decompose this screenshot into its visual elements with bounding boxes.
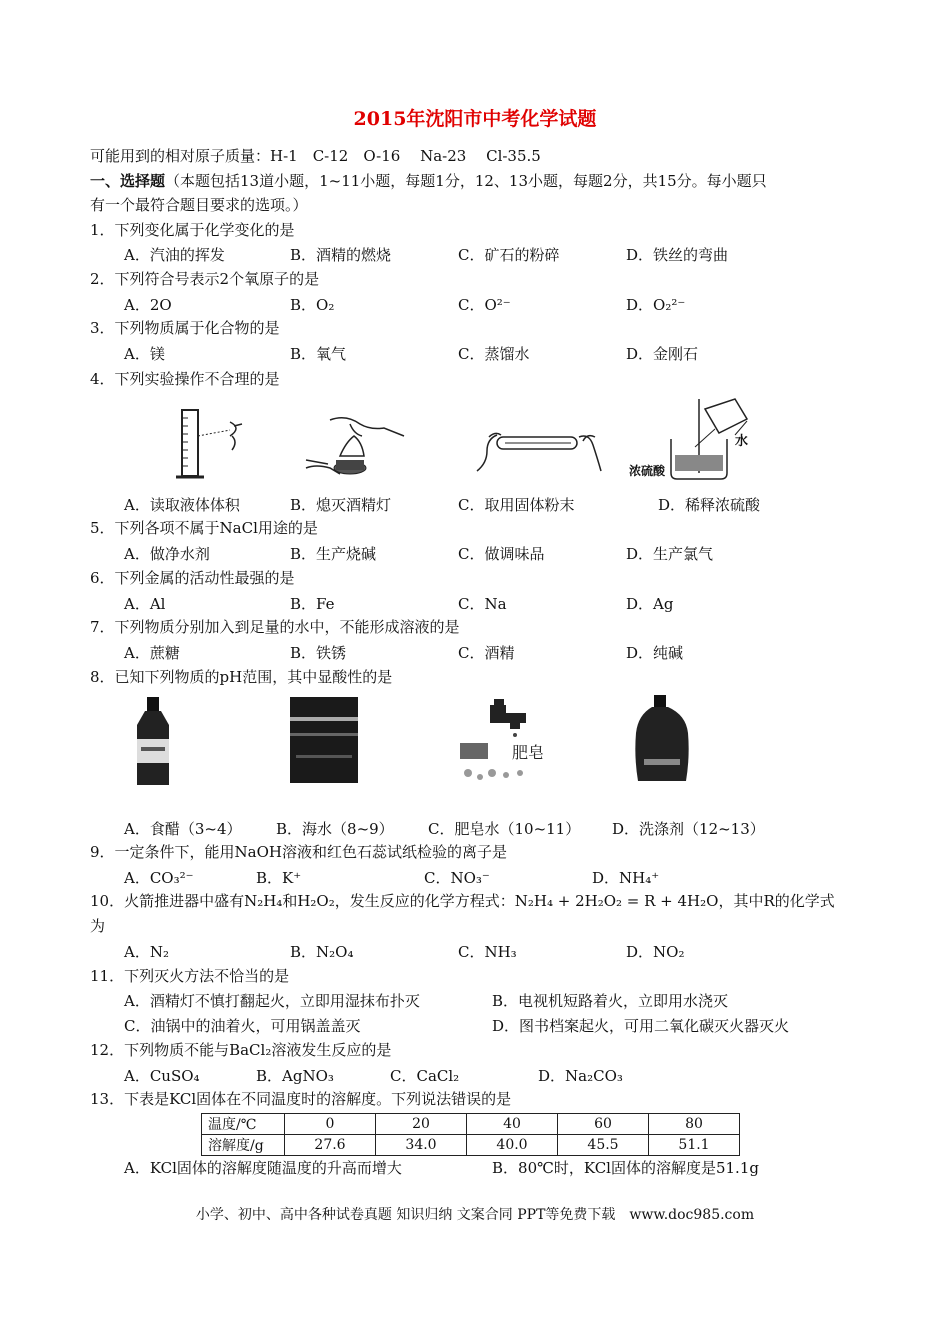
q10-option-d: D．NO₂ [626, 943, 685, 961]
q7-option-c: C．酒精 [458, 644, 515, 662]
vinegar-bottle-illustration [133, 695, 173, 790]
q6-option-c: C．Na [458, 595, 507, 613]
table-header-cell: 温度/℃ [202, 1114, 285, 1135]
q10-option-c: C．NH₃ [458, 943, 517, 961]
q3-option-b: B．氧气 [290, 345, 347, 363]
q4-stem: 4．下列实验操作不合理的是 [90, 370, 280, 388]
q1-option-c: C．矿石的粉碎 [458, 246, 560, 264]
q6-option-a: A．Al [124, 595, 166, 613]
section-intro [90, 171, 767, 191]
page-title: 2015年沈阳市中考化学试题 [353, 108, 597, 130]
q10-option-b: B．N₂O₄ [290, 943, 354, 961]
q3-options [90, 343, 870, 365]
q7-option-d: D．纯碱 [626, 644, 684, 662]
table-cell: 20 [376, 1114, 467, 1135]
table-cell: 80 [649, 1114, 740, 1135]
section-intro-2: 有一个最符合题目要求的选项。） [90, 196, 308, 214]
q10-option-a: A．N₂ [124, 943, 169, 961]
q2-stem: 2．下列符合号表示2个氧原子的是 [90, 270, 320, 288]
table-row [202, 1135, 740, 1156]
table-cell: 45.5 [558, 1135, 649, 1156]
q5-option-d: D．生产氯气 [626, 545, 714, 563]
q4-options [90, 494, 870, 516]
table-cell: 40 [467, 1114, 558, 1135]
q5-option-a: A．做净水剂 [124, 545, 210, 563]
table-header-cell: 溶解度/g [202, 1135, 285, 1156]
table-cell: 0 [285, 1114, 376, 1135]
solubility-table [201, 1113, 740, 1156]
q10-stem-2: 为 [90, 917, 106, 935]
q9-option-a: A．CO₃²⁻ [124, 869, 194, 887]
q2-option-b: B．O₂ [290, 296, 335, 314]
q12-option-c: C．CaCl₂ [390, 1067, 460, 1085]
q11-stem: 11．下列灭火方法不恰当的是 [90, 967, 290, 985]
table-cell: 51.1 [649, 1135, 740, 1156]
q9-options [90, 867, 870, 889]
q12-option-a: A．CuSO₄ [124, 1067, 200, 1085]
q12-options [90, 1065, 870, 1087]
q7-option-b: B．铁锈 [290, 644, 347, 662]
q5-option-c: C．做调味品 [458, 545, 545, 563]
q6-stem: 6．下列金属的活动性最强的是 [90, 569, 295, 587]
q4-option-d: D．稀释浓硫酸 [658, 496, 761, 514]
q2-option-c: C．O²⁻ [458, 296, 511, 314]
graduated-cylinder-illustration [170, 402, 260, 482]
q8-stem: 8．已知下列物质的pH范围，其中显酸性的是 [90, 668, 393, 686]
q5-options [90, 543, 870, 565]
q6-option-b: B．Fe [290, 595, 335, 613]
footer-text: 小学、初中、高中各种试卷真题 知识归纳 文案合同 PPT等免费下载 www.doc985.com [195, 1207, 755, 1223]
q5-option-b: B．生产烧碱 [290, 545, 377, 563]
q5-stem: 5．下列各项不属于NaCl用途的是 [90, 519, 318, 537]
section-intro-1: （本题包括13道小题，1~11小题，每题1分，12、13小题，每题2分，共15分。每小题只 [165, 172, 767, 190]
q2-options [90, 294, 870, 316]
q4-option-c: C．取用固体粉末 [458, 496, 575, 514]
q6-option-d: D．Ag [626, 595, 674, 613]
q1-option-a: A．汽油的挥发 [124, 246, 225, 264]
atomic-mass-line: 可能用到的相对原子质量：H-1 C-12 O-16 Na-23 Cl-35.5 [90, 147, 541, 165]
q11-options-row2 [90, 1015, 870, 1037]
q3-option-a: A．镁 [124, 345, 165, 363]
q1-option-b: B．酒精的燃烧 [290, 246, 392, 264]
q8-option-b: B．海水（8~9） [276, 820, 394, 838]
q13-stem: 13．下表是KCl固体在不同温度时的溶解度。下列说法错误的是 [90, 1090, 512, 1108]
q11-option-b: B．电视机短路着火，立即用水浇灭 [492, 992, 729, 1010]
detergent-bottle-illustration [632, 693, 692, 788]
test-tube-illustration [475, 415, 605, 480]
soap-illustration [460, 695, 570, 790]
q3-option-d: D．金刚石 [626, 345, 699, 363]
q11-options-row1 [90, 990, 870, 1012]
table-cell: 27.6 [285, 1135, 376, 1156]
q6-options [90, 593, 870, 615]
q7-stem: 7．下列物质分别加入到足量的水中，不能形成溶液的是 [90, 618, 460, 636]
q8-options [90, 818, 870, 840]
sea-water-illustration [288, 695, 360, 785]
q1-options [90, 244, 870, 266]
table-row [202, 1114, 740, 1135]
q3-option-c: C．蒸馏水 [458, 345, 530, 363]
table-cell: 40.0 [467, 1135, 558, 1156]
q12-option-b: B．AgNO₃ [256, 1067, 334, 1085]
q9-option-b: B．K⁺ [256, 869, 302, 887]
section-heading: 一、选择题 [90, 172, 166, 190]
q13-option-b: B．80℃时，KCl固体的溶解度是51.1g [492, 1159, 759, 1177]
q4-option-a: A．读取液体体积 [124, 496, 240, 514]
table-cell: 60 [558, 1114, 649, 1135]
q8-option-d: D．洗涤剂（12~13） [612, 820, 765, 838]
q12-stem: 12．下列物质不能与BaCl₂溶液发生反应的是 [90, 1041, 392, 1059]
q8-option-a: A．食醋（3~4） [124, 820, 242, 838]
q9-option-d: D．NH₄⁺ [592, 869, 660, 887]
q11-option-a: A．酒精灯不慎打翻起火，立即用湿抹布扑灭 [124, 992, 420, 1010]
dilute-acid-illustration [625, 395, 760, 490]
q2-option-d: D．O₂²⁻ [626, 296, 686, 314]
q9-stem: 9．一定条件下，能用NaOH溶液和红色石蕊试纸检验的离子是 [90, 843, 507, 861]
q9-option-c: C．NO₃⁻ [424, 869, 490, 887]
water-label: 水 [735, 433, 749, 448]
q1-stem: 1．下列变化属于化学变化的是 [90, 221, 295, 239]
q8-option-c: C．肥皂水（10~11） [428, 820, 581, 838]
q3-stem: 3．下列物质属于化合物的是 [90, 319, 280, 337]
alcohol-lamp-illustration [300, 410, 415, 486]
q13-option-a: A．KCl固体的溶解度随温度的升高而增大 [124, 1159, 402, 1177]
q11-option-d: D．图书档案起火，可用二氧化碳灭火器灭火 [492, 1017, 790, 1035]
q10-options [90, 941, 870, 963]
q11-option-c: C．油锅中的油着火，可用锅盖盖灭 [124, 1017, 361, 1035]
q2-option-a: A．2O [124, 296, 172, 314]
q7-options [90, 642, 870, 664]
q10-stem-1: 10．火箭推进器中盛有N₂H₄和H₂O₂，发生反应的化学方程式：N₂H₄ + 2H₂O₂ = R + 4H₂O，其中R的化学式 [90, 892, 835, 910]
q7-option-a: A．蔗糖 [124, 644, 180, 662]
table-cell: 34.0 [376, 1135, 467, 1156]
q4-option-b: B．熄灭酒精灯 [290, 496, 392, 514]
q1-option-d: D．铁丝的弯曲 [626, 246, 729, 264]
soap-label: 肥皂 [512, 743, 545, 762]
acid-label: 浓硫酸 [629, 464, 666, 478]
q13-options [90, 1157, 870, 1179]
q12-option-d: D．Na₂CO₃ [538, 1067, 623, 1085]
